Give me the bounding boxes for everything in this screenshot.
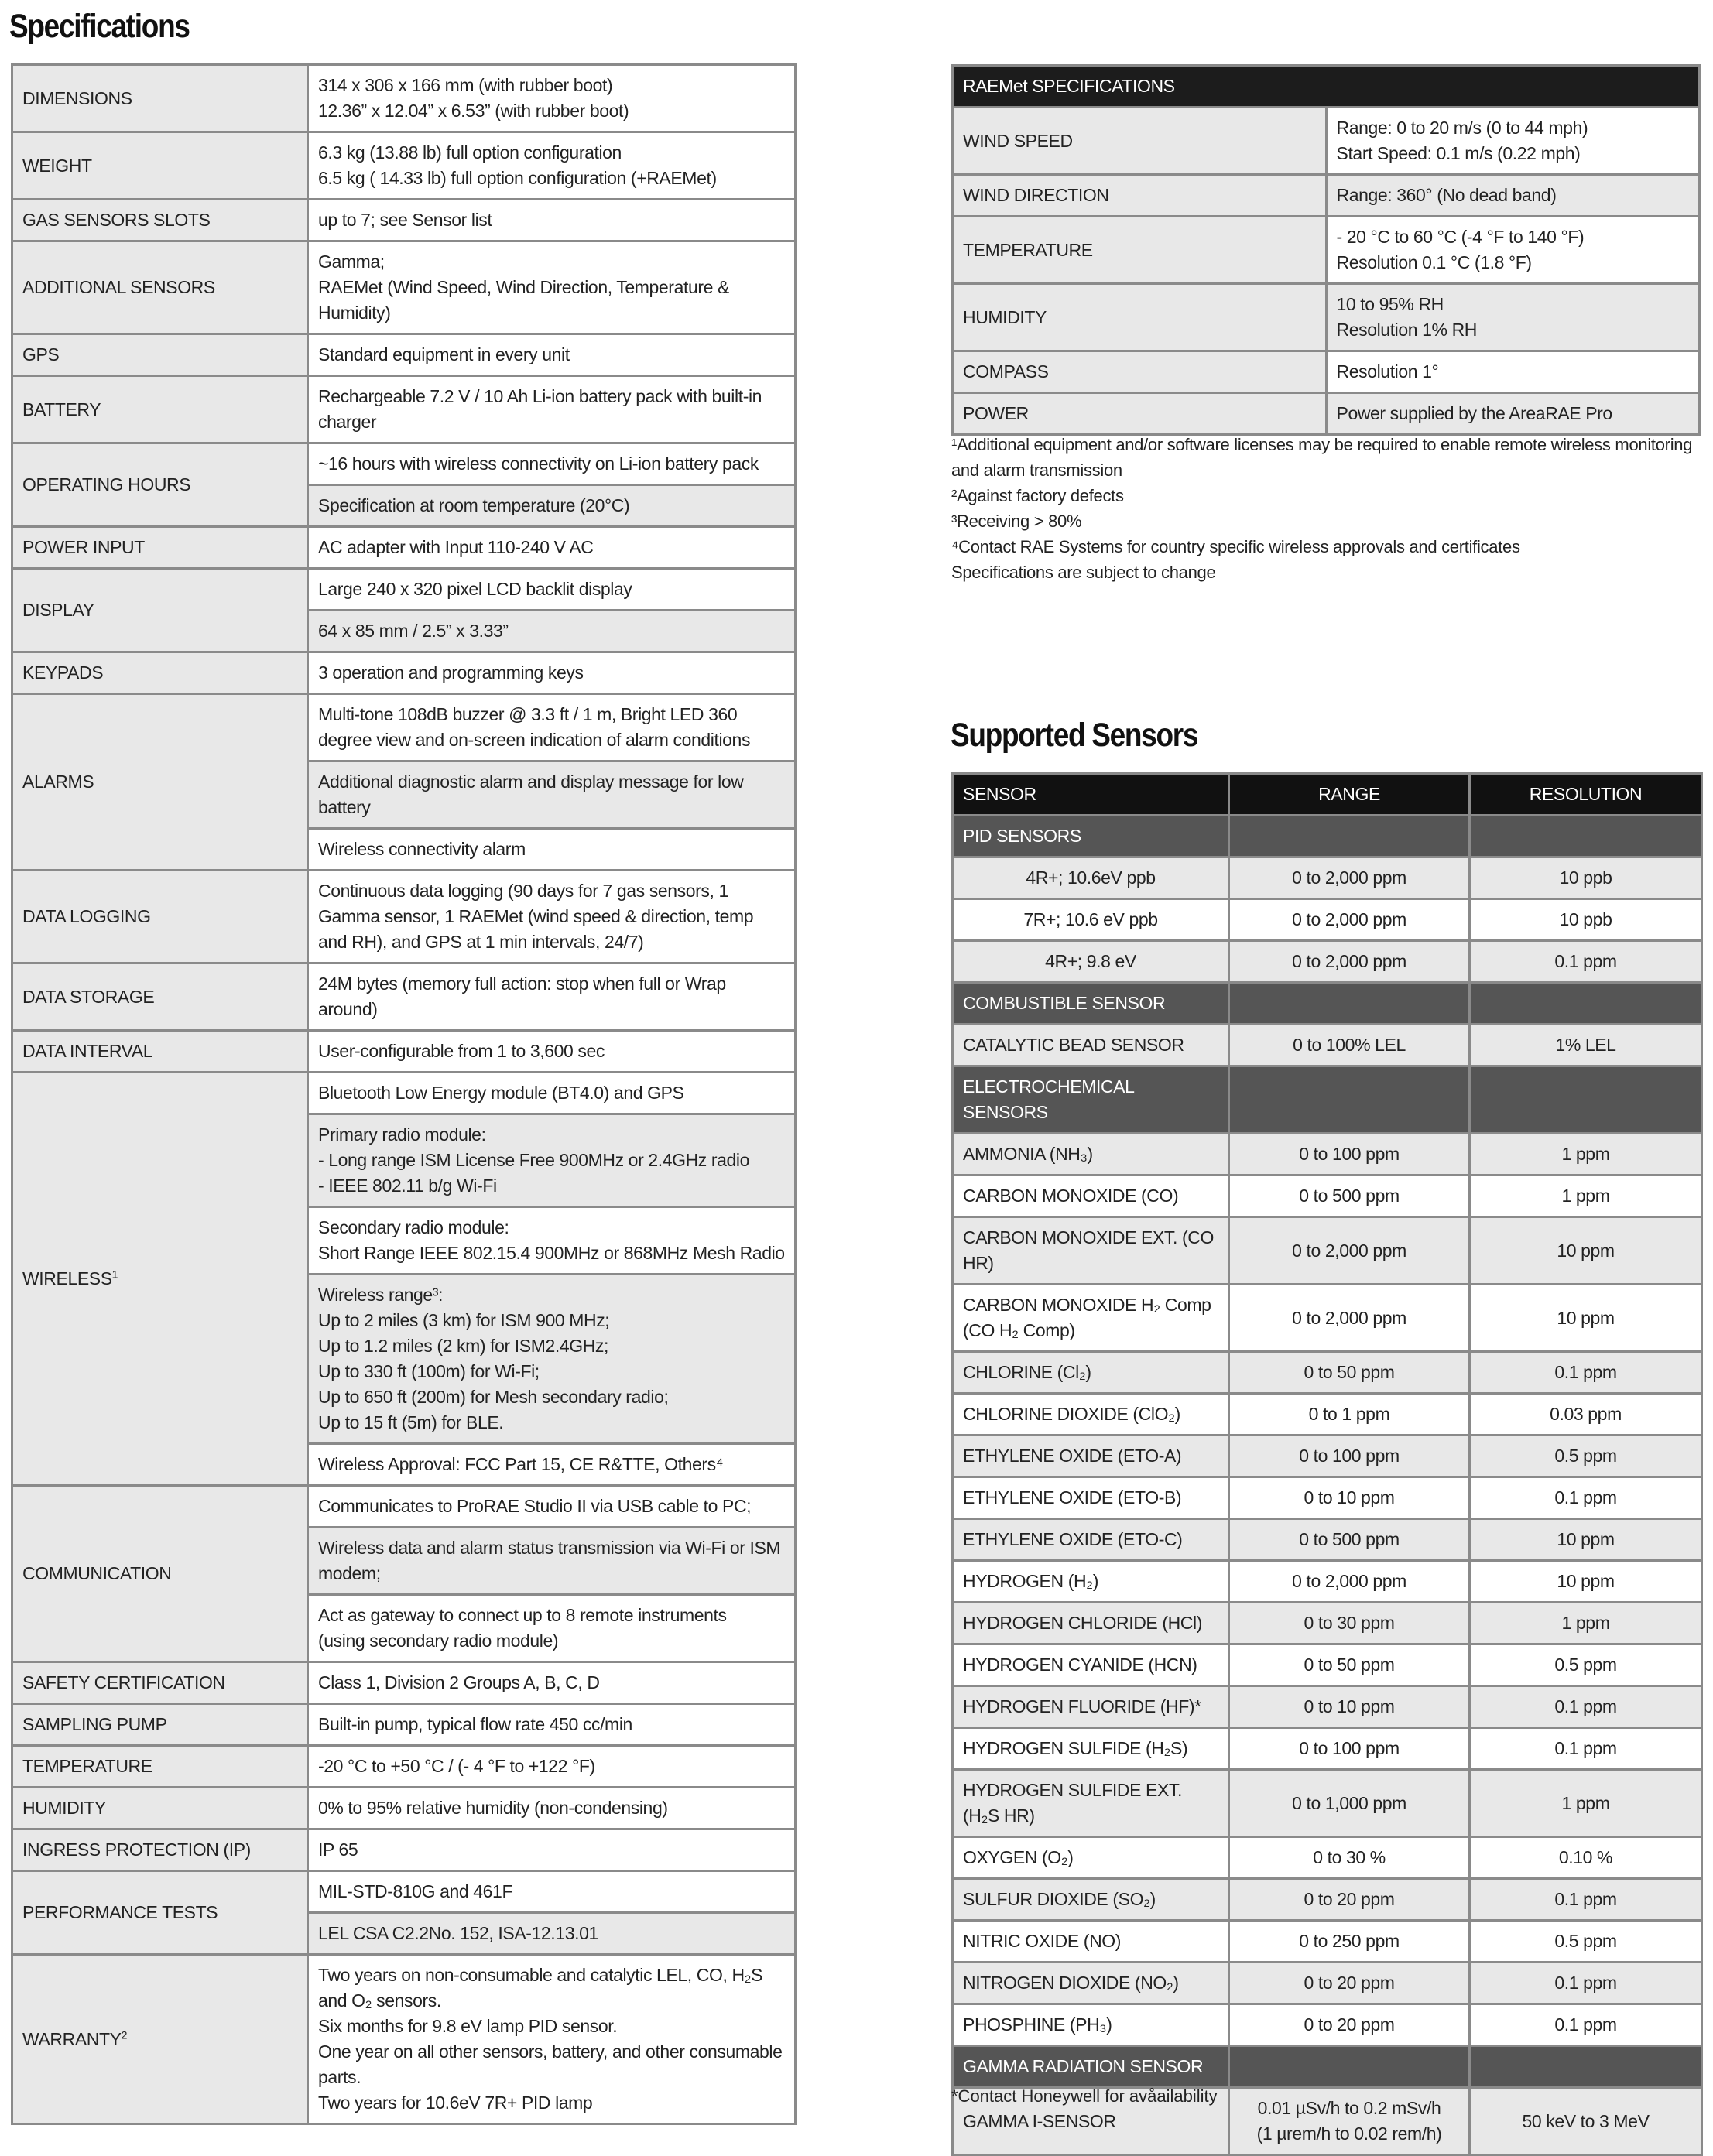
sensor-range: 0 to 2,000 ppm bbox=[1229, 1285, 1470, 1352]
spec-row bbox=[12, 1073, 796, 1114]
spec-label: DIMENSIONS bbox=[12, 65, 308, 132]
sensor-row bbox=[953, 899, 1702, 941]
availability-note: *Contact Honeywell for avåailability bbox=[951, 2086, 1218, 2106]
spec-value: up to 7; see Sensor list bbox=[308, 200, 796, 241]
raemet-label: WIND DIRECTION bbox=[953, 175, 1327, 217]
sensor-group-label: ELECTROCHEMICAL SENSORS bbox=[953, 1066, 1229, 1134]
footnote: ⁴Contact RAE Systems for country specific wireless approvals and certificates bbox=[951, 537, 1520, 556]
sensor-resolution: 10 ppb bbox=[1470, 857, 1702, 899]
sensor-name: CARBON MONOXIDE H₂ Comp (CO H₂ Comp) bbox=[953, 1285, 1229, 1352]
sensor-name: GAMMA I-SENSOR bbox=[953, 2088, 1229, 2155]
sensor-range: 0 to 10 ppm bbox=[1229, 1686, 1470, 1728]
spec-value: IP 65 bbox=[308, 1829, 796, 1871]
sensor-resolution: 0.03 ppm bbox=[1470, 1394, 1702, 1436]
sensor-resolution: 0.1 ppm bbox=[1470, 1352, 1702, 1394]
spec-row bbox=[12, 1746, 796, 1788]
spec-label: OPERATING HOURS bbox=[12, 443, 308, 527]
sensor-name: ETHYLENE OXIDE (ETO-C) bbox=[953, 1519, 1229, 1561]
sensor-resolution: 0.1 ppm bbox=[1470, 2004, 1702, 2046]
sensor-row bbox=[953, 1728, 1702, 1770]
spec-row bbox=[12, 65, 796, 132]
raemet-value: 10 to 95% RH Resolution 1% RH bbox=[1326, 284, 1700, 351]
sensor-group-empty bbox=[1470, 2046, 1702, 2088]
sensor-resolution: 0.5 ppm bbox=[1470, 1436, 1702, 1477]
spec-row bbox=[12, 1704, 796, 1746]
spec-row bbox=[12, 694, 796, 761]
sensor-name: HYDROGEN SULFIDE EXT. (H₂S HR) bbox=[953, 1770, 1229, 1837]
sensor-group-row bbox=[953, 2046, 1702, 2088]
spec-value: Gamma; RAEMet (Wind Speed, Wind Direction, Temperature & Humidity) bbox=[308, 241, 796, 334]
sensor-row bbox=[953, 1921, 1702, 1963]
sensor-name: CATALYTIC BEAD SENSOR bbox=[953, 1025, 1229, 1066]
spec-label: KEYPADS bbox=[12, 652, 308, 694]
sensor-range: 0 to 100 ppm bbox=[1229, 1134, 1470, 1176]
sensor-name: CARBON MONOXIDE EXT. (CO HR) bbox=[953, 1217, 1229, 1285]
sensor-name: CHLORINE DIOXIDE (ClO₂) bbox=[953, 1394, 1229, 1436]
sensor-row bbox=[953, 2004, 1702, 2046]
sensor-resolution: 0.10 % bbox=[1470, 1837, 1702, 1879]
spec-value: 3 operation and programming keys bbox=[308, 652, 796, 694]
raemet-specifications-table bbox=[951, 64, 1701, 436]
sensor-range: 0 to 2,000 ppm bbox=[1229, 857, 1470, 899]
raemet-label: COMPASS bbox=[953, 351, 1327, 393]
sensor-resolution: 10 ppm bbox=[1470, 1217, 1702, 1285]
sensor-range: 0 to 20 ppm bbox=[1229, 1879, 1470, 1921]
sensor-resolution: 1 ppm bbox=[1470, 1770, 1702, 1837]
sensor-name: HYDROGEN FLUORIDE (HF)* bbox=[953, 1686, 1229, 1728]
sensor-range: 0 to 2,000 ppm bbox=[1229, 899, 1470, 941]
spec-value: -20 °C to +50 °C / (- 4 °F to +122 °F) bbox=[308, 1746, 796, 1788]
sensor-range: 0 to 20 ppm bbox=[1229, 2004, 1470, 2046]
footnote: ³Receiving > 80% bbox=[951, 512, 1082, 531]
spec-row bbox=[12, 334, 796, 376]
sensor-resolution: 0.1 ppm bbox=[1470, 1686, 1702, 1728]
sensor-range: 0.01 µSv/h to 0.2 mSv/h (1 µrem/h to 0.02 rem/h) bbox=[1229, 2088, 1470, 2155]
sensor-range: 0 to 2,000 ppm bbox=[1229, 1561, 1470, 1603]
spec-label-footnote: 1 bbox=[111, 1268, 118, 1281]
sensor-range: 0 to 100 ppm bbox=[1229, 1728, 1470, 1770]
spec-row bbox=[12, 963, 796, 1031]
spec-label: GPS bbox=[12, 334, 308, 376]
sensor-row bbox=[953, 1770, 1702, 1837]
sensor-resolution: 0.1 ppm bbox=[1470, 1963, 1702, 2004]
spec-value: Communicates to ProRAE Studio II via USB cable to PC; bbox=[308, 1486, 796, 1528]
spec-value: 0% to 95% relative humidity (non-condensing) bbox=[308, 1788, 796, 1829]
sensor-row bbox=[953, 1176, 1702, 1217]
sensor-group-empty bbox=[1229, 816, 1470, 857]
sensor-row bbox=[953, 1477, 1702, 1519]
sensor-resolution: 10 ppm bbox=[1470, 1561, 1702, 1603]
spec-value: Continuous data logging (90 days for 7 gas sensors, 1 Gamma sensor, 1 RAEMet (wind speed & direction, temp and RH), and GPS at 1 min intervals, 24/7) bbox=[308, 871, 796, 963]
specifications-title: Specifications bbox=[9, 8, 190, 45]
sensor-range: 0 to 100 ppm bbox=[1229, 1436, 1470, 1477]
spec-label: GAS SENSORS SLOTS bbox=[12, 200, 308, 241]
sensor-row bbox=[953, 1686, 1702, 1728]
sensor-group-row bbox=[953, 983, 1702, 1025]
sensor-row bbox=[953, 1025, 1702, 1066]
spec-value: 314 x 306 x 166 mm (with rubber boot) 12.36” x 12.04” x 6.53” (with rubber boot) bbox=[308, 65, 796, 132]
raemet-label: HUMIDITY bbox=[953, 284, 1327, 351]
raemet-row bbox=[953, 175, 1700, 217]
sensor-group-empty bbox=[1229, 2046, 1470, 2088]
raemet-row bbox=[953, 284, 1700, 351]
spec-row bbox=[12, 652, 796, 694]
sensor-resolution: 0.5 ppm bbox=[1470, 1644, 1702, 1686]
sensor-range: 0 to 1 ppm bbox=[1229, 1394, 1470, 1436]
sensor-resolution: 0.5 ppm bbox=[1470, 1921, 1702, 1963]
spec-label-footnote: 2 bbox=[121, 2028, 127, 2041]
sensor-resolution: 10 ppb bbox=[1470, 899, 1702, 941]
sensor-range: 0 to 1,000 ppm bbox=[1229, 1770, 1470, 1837]
spec-value: ~16 hours with wireless connectivity on Li-ion battery pack bbox=[308, 443, 796, 485]
spec-value: Two years on non-consumable and catalytic LEL, CO, H₂S and O₂ sensors. Six months for 9.8 eV lamp PID sensor. One year on all other sensors, battery, and other consumable parts. Two years for 10.6eV 7R+ PID lamp bbox=[308, 1955, 796, 2124]
sensor-row bbox=[953, 1436, 1702, 1477]
spec-value: User-configurable from 1 to 3,600 sec bbox=[308, 1031, 796, 1073]
sensor-name: AMMONIA (NH₃) bbox=[953, 1134, 1229, 1176]
footnotes bbox=[951, 432, 1701, 585]
sensor-row bbox=[953, 1561, 1702, 1603]
sensor-name: OXYGEN (O₂) bbox=[953, 1837, 1229, 1879]
spec-value: Built-in pump, typical flow rate 450 cc/min bbox=[308, 1704, 796, 1746]
spec-value: MIL-STD-810G and 461F bbox=[308, 1871, 796, 1913]
sensor-row bbox=[953, 941, 1702, 983]
sensor-name: HYDROGEN SULFIDE (H₂S) bbox=[953, 1728, 1229, 1770]
sensor-name: HYDROGEN CYANIDE (HCN) bbox=[953, 1644, 1229, 1686]
spec-value: Wireless range³: Up to 2 miles (3 km) for ISM 900 MHz; Up to 1.2 miles (2 km) for ISM2.4GHz; Up to 330 ft (100m) for Wi-Fi; Up to 650 ft (200m) for Mesh secondary radio; Up to 15 ft (5m) for BLE. bbox=[308, 1275, 796, 1444]
sensor-row bbox=[953, 1134, 1702, 1176]
sensor-range: 0 to 20 ppm bbox=[1229, 1963, 1470, 2004]
raemet-row bbox=[953, 393, 1700, 435]
raemet-value: Range: 360° (No dead band) bbox=[1326, 175, 1700, 217]
sensor-name: SULFUR DIOXIDE (SO₂) bbox=[953, 1879, 1229, 1921]
sensor-name: HYDROGEN (H₂) bbox=[953, 1561, 1229, 1603]
spec-value: Wireless data and alarm status transmission via Wi-Fi or ISM modem; bbox=[308, 1528, 796, 1595]
sensor-row bbox=[953, 1285, 1702, 1352]
sensor-range: 0 to 30 % bbox=[1229, 1837, 1470, 1879]
spec-row bbox=[12, 1829, 796, 1871]
supported-sensors-title: Supported Sensors bbox=[951, 717, 1198, 754]
sensor-row bbox=[953, 1352, 1702, 1394]
spec-label: DATA STORAGE bbox=[12, 963, 308, 1031]
sensor-name: 4R+; 9.8 eV bbox=[953, 941, 1229, 983]
sensor-resolution: 0.1 ppm bbox=[1470, 1477, 1702, 1519]
sensor-range: 0 to 50 ppm bbox=[1229, 1352, 1470, 1394]
spec-label: HUMIDITY bbox=[12, 1788, 308, 1829]
sensor-resolution: 1% LEL bbox=[1470, 1025, 1702, 1066]
sensor-resolution: 1 ppm bbox=[1470, 1176, 1702, 1217]
sensor-resolution: 0.1 ppm bbox=[1470, 1728, 1702, 1770]
spec-label: POWER INPUT bbox=[12, 527, 308, 569]
spec-label: ALARMS bbox=[12, 694, 308, 871]
specifications-table bbox=[11, 63, 797, 2125]
spec-label: DATA INTERVAL bbox=[12, 1031, 308, 1073]
spec-value: Standard equipment in every unit bbox=[308, 334, 796, 376]
spec-row bbox=[12, 1871, 796, 1913]
spec-value: Act as gateway to connect up to 8 remote instruments (using secondary radio module) bbox=[308, 1595, 796, 1662]
sensor-resolution: 50 keV to 3 MeV bbox=[1470, 2088, 1702, 2155]
sensor-range: 0 to 30 ppm bbox=[1229, 1603, 1470, 1644]
sensor-name: PHOSPHINE (PH₃) bbox=[953, 2004, 1229, 2046]
sensor-resolution: 0.1 ppm bbox=[1470, 1879, 1702, 1921]
spec-label: TEMPERATURE bbox=[12, 1746, 308, 1788]
raemet-row bbox=[953, 108, 1700, 175]
spec-value: Wireless Approval: FCC Part 15, CE R&TTE, Others⁴ bbox=[308, 1444, 796, 1486]
spec-label: ADDITIONAL SENSORS bbox=[12, 241, 308, 334]
spec-value: Secondary radio module: Short Range IEEE 802.15.4 900MHz or 868MHz Mesh Radio bbox=[308, 1207, 796, 1275]
raemet-value: Power supplied by the AreaRAE Pro bbox=[1326, 393, 1700, 435]
sensor-name: 7R+; 10.6 eV ppb bbox=[953, 899, 1229, 941]
sensor-row bbox=[953, 1879, 1702, 1921]
spec-row bbox=[12, 871, 796, 963]
sensor-range: 0 to 500 ppm bbox=[1229, 1176, 1470, 1217]
sensor-range: 0 to 50 ppm bbox=[1229, 1644, 1470, 1686]
raemet-label: POWER bbox=[953, 393, 1327, 435]
sensor-group-empty bbox=[1229, 1066, 1470, 1134]
raemet-label: WIND SPEED bbox=[953, 108, 1327, 175]
supported-sensors-table bbox=[951, 772, 1703, 2156]
sensor-range: 0 to 100% LEL bbox=[1229, 1025, 1470, 1066]
raemet-value: Range: 0 to 20 m/s (0 to 44 mph) Start Speed: 0.1 m/s (0.22 mph) bbox=[1326, 108, 1700, 175]
sensor-group-empty bbox=[1470, 816, 1702, 857]
raemet-label: TEMPERATURE bbox=[953, 217, 1327, 284]
spec-row bbox=[12, 1788, 796, 1829]
spec-value: Bluetooth Low Energy module (BT4.0) and GPS bbox=[308, 1073, 796, 1114]
footnote: ²Against factory defects bbox=[951, 486, 1124, 505]
spec-value: Specification at room temperature (20°C) bbox=[308, 485, 796, 527]
sensor-resolution: 10 ppm bbox=[1470, 1519, 1702, 1561]
sensor-row bbox=[953, 1837, 1702, 1879]
sensor-group-row bbox=[953, 1066, 1702, 1134]
sensor-group-row bbox=[953, 816, 1702, 857]
footnote: ¹Additional equipment and/or software licenses may be required to enable remote wireless monitoring and alarm transmission bbox=[951, 435, 1693, 480]
sensor-row bbox=[953, 1217, 1702, 1285]
spec-row bbox=[12, 1662, 796, 1704]
sensor-name: NITROGEN DIOXIDE (NO₂) bbox=[953, 1963, 1229, 2004]
spec-row bbox=[12, 200, 796, 241]
spec-row bbox=[12, 443, 796, 485]
spec-label: DATA LOGGING bbox=[12, 871, 308, 963]
spec-value: Multi-tone 108dB buzzer @ 3.3 ft / 1 m, Bright LED 360 degree view and on-screen indication of alarm conditions bbox=[308, 694, 796, 761]
sensor-name: ETHYLENE OXIDE (ETO-A) bbox=[953, 1436, 1229, 1477]
raemet-header: RAEMet SPECIFICATIONS bbox=[953, 66, 1700, 108]
spec-label: WEIGHT bbox=[12, 132, 308, 200]
sensor-range: 0 to 2,000 ppm bbox=[1229, 941, 1470, 983]
sensor-resolution: 1 ppm bbox=[1470, 1134, 1702, 1176]
spec-value: AC adapter with Input 110-240 V AC bbox=[308, 527, 796, 569]
sensor-name: CARBON MONOXIDE (CO) bbox=[953, 1176, 1229, 1217]
spec-value: Class 1, Division 2 Groups A, B, C, D bbox=[308, 1662, 796, 1704]
sensor-group-label: PID SENSORS bbox=[953, 816, 1229, 857]
sensor-name: CHLORINE (Cl₂) bbox=[953, 1352, 1229, 1394]
raemet-row bbox=[953, 217, 1700, 284]
spec-value: 6.3 kg (13.88 lb) full option configuration 6.5 kg ( 14.33 lb) full option configuration (+RAEMet) bbox=[308, 132, 796, 200]
spec-value: Large 240 x 320 pixel LCD backlit display bbox=[308, 569, 796, 611]
spec-value: LEL CSA C2.2No. 152, ISA-12.13.01 bbox=[308, 1913, 796, 1955]
sensor-range: 0 to 500 ppm bbox=[1229, 1519, 1470, 1561]
spec-row bbox=[12, 1486, 796, 1528]
sensor-resolution: 0.1 ppm bbox=[1470, 941, 1702, 983]
raemet-value: Resolution 1° bbox=[1326, 351, 1700, 393]
sensor-group-label: COMBUSTIBLE SENSOR bbox=[953, 983, 1229, 1025]
spec-row bbox=[12, 241, 796, 334]
sensor-row bbox=[953, 1963, 1702, 2004]
spec-row bbox=[12, 1955, 796, 2124]
spec-value: Additional diagnostic alarm and display message for low battery bbox=[308, 761, 796, 829]
spec-label: SAMPLING PUMP bbox=[12, 1704, 308, 1746]
sensor-range: 0 to 250 ppm bbox=[1229, 1921, 1470, 1963]
sensor-group-empty bbox=[1229, 983, 1470, 1025]
spec-row bbox=[12, 569, 796, 611]
sensor-name: HYDROGEN CHLORIDE (HCl) bbox=[953, 1603, 1229, 1644]
spec-label: PERFORMANCE TESTS bbox=[12, 1871, 308, 1955]
sensor-column-header: RANGE bbox=[1229, 774, 1470, 816]
spec-value: 24M bytes (memory full action: stop when full or Wrap around) bbox=[308, 963, 796, 1031]
spec-label: DISPLAY bbox=[12, 569, 308, 652]
sensor-name: ETHYLENE OXIDE (ETO-B) bbox=[953, 1477, 1229, 1519]
sensor-column-header: RESOLUTION bbox=[1470, 774, 1702, 816]
sensor-row bbox=[953, 1394, 1702, 1436]
spec-label: COMMUNICATION bbox=[12, 1486, 308, 1662]
sensor-row bbox=[953, 1603, 1702, 1644]
sensor-row bbox=[953, 1644, 1702, 1686]
footnote: Specifications are subject to change bbox=[951, 563, 1216, 582]
spec-row bbox=[12, 527, 796, 569]
spec-label: INGRESS PROTECTION (IP) bbox=[12, 1829, 308, 1871]
sensor-name: NITRIC OXIDE (NO) bbox=[953, 1921, 1229, 1963]
sensor-range: 0 to 10 ppm bbox=[1229, 1477, 1470, 1519]
sensor-column-header: SENSOR bbox=[953, 774, 1229, 816]
sensor-range: 0 to 2,000 ppm bbox=[1229, 1217, 1470, 1285]
spec-value: Primary radio module: - Long range ISM License Free 900MHz or 2.4GHz radio - IEEE 802.11 b/g Wi-Fi bbox=[308, 1114, 796, 1207]
spec-label: WIRELESS$^1$ bbox=[12, 1073, 308, 1486]
spec-label: SAFETY CERTIFICATION bbox=[12, 1662, 308, 1704]
raemet-value: - 20 °C to 60 °C (-4 °F to 140 °F) Resolution 0.1 °C (1.8 °F) bbox=[1326, 217, 1700, 284]
sensor-row bbox=[953, 857, 1702, 899]
sensor-group-label: GAMMA RADIATION SENSOR bbox=[953, 2046, 1229, 2088]
sensor-group-empty bbox=[1470, 983, 1702, 1025]
spec-row bbox=[12, 1031, 796, 1073]
spec-value: Rechargeable 7.2 V / 10 Ah Li-ion battery pack with built-in charger bbox=[308, 376, 796, 443]
sensor-name: 4R+; 10.6eV ppb bbox=[953, 857, 1229, 899]
spec-label: BATTERY bbox=[12, 376, 308, 443]
sensor-resolution: 10 ppm bbox=[1470, 1285, 1702, 1352]
spec-value: Wireless connectivity alarm bbox=[308, 829, 796, 871]
sensor-resolution: 1 ppm bbox=[1470, 1603, 1702, 1644]
spec-value: 64 x 85 mm / 2.5” x 3.33” bbox=[308, 611, 796, 652]
spec-label: WARRANTY$^2$ bbox=[12, 1955, 308, 2124]
spec-row bbox=[12, 376, 796, 443]
sensor-row bbox=[953, 1519, 1702, 1561]
raemet-row bbox=[953, 351, 1700, 393]
spec-row bbox=[12, 132, 796, 200]
sensor-group-empty bbox=[1470, 1066, 1702, 1134]
